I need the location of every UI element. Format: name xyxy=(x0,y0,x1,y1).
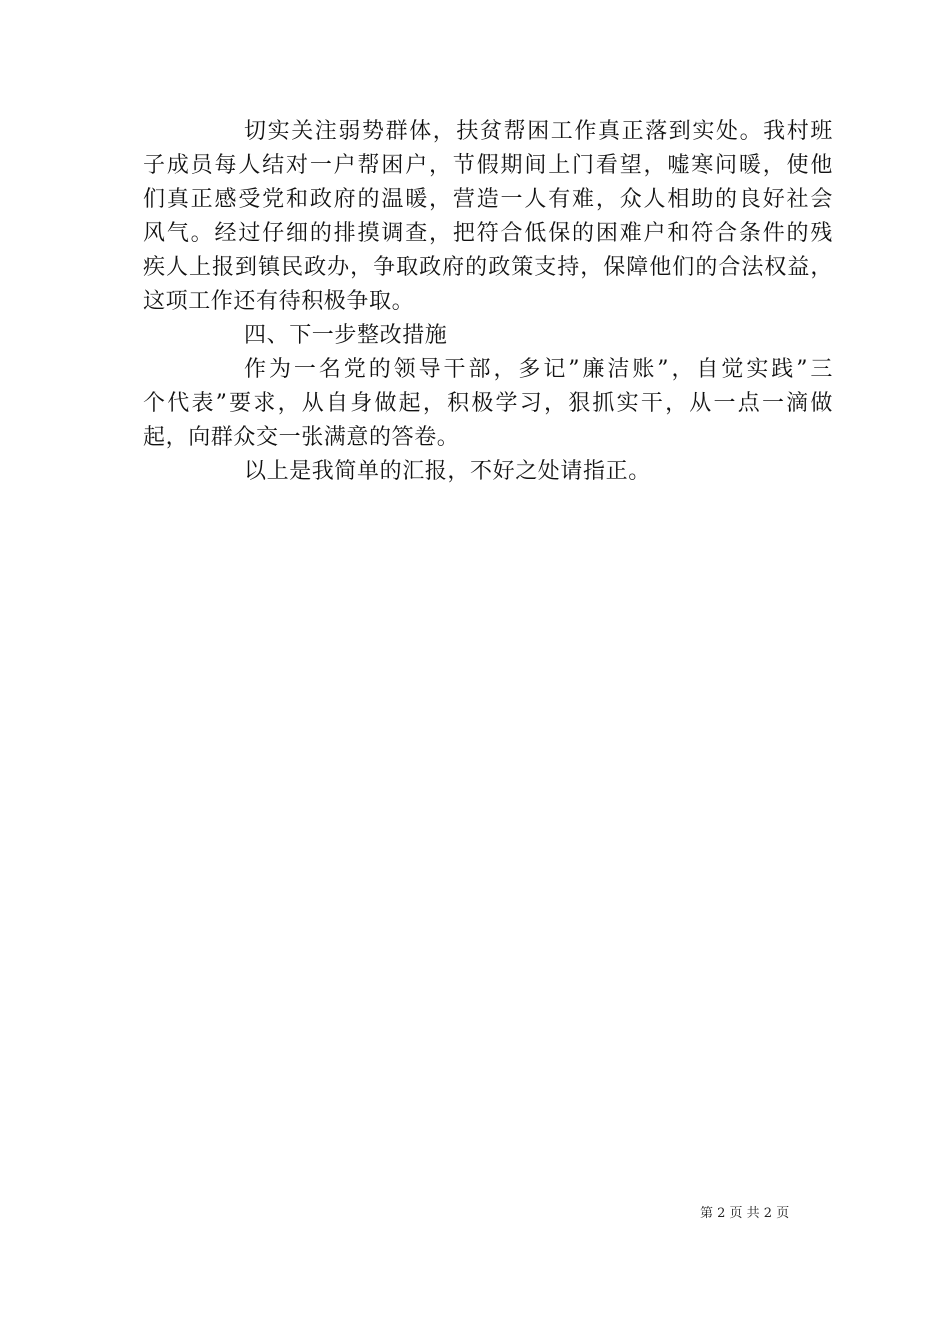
paragraph-line: 切实关注弱势群体，扶贫帮困工作真正落到实处。我村班 xyxy=(244,119,833,144)
paragraph-line: 作为一名党的领导干部，多记”廉洁账”，自觉实践”三 xyxy=(244,357,833,382)
paragraph-line: 这项工作还有待积极争取。 xyxy=(143,289,415,314)
paragraph-line: 们真正感受党和政府的温暖，营造一人有难，众人相助的良好社会 xyxy=(143,187,833,212)
paragraph-line: 疾人上报到镇民政办，争取政府的政策支持，保障他们的合法权益， xyxy=(143,255,833,280)
closing-line: 以上是我简单的汇报，不好之处请指正。 xyxy=(244,459,651,484)
paragraph-line: 起，向群众交一张满意的答卷。 xyxy=(143,425,460,450)
document-body xyxy=(143,115,833,489)
paragraph-line: 子成员每人结对一户帮困户，节假期间上门看望，嘘寒问暖，使他 xyxy=(143,153,833,178)
page-number-footer: 第 2 页 共 2 页 xyxy=(700,1206,790,1221)
paragraph-line: 风气。经过仔细的排摸调查，把符合低保的困难户和符合条件的残 xyxy=(143,221,833,246)
paragraph-line: 个代表”要求，从自身做起，积极学习，狠抓实干，从一点一滴做 xyxy=(143,391,833,416)
section-heading: 四、下一步整改措施 xyxy=(244,323,448,348)
